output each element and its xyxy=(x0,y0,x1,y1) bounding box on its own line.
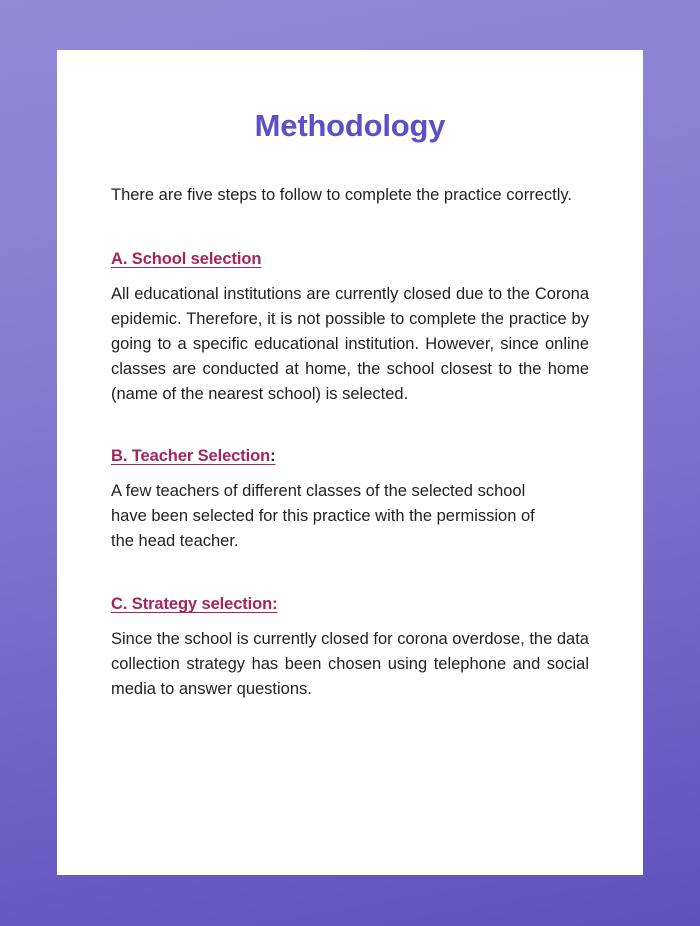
intro-paragraph: There are five steps to follow to complete the practice correctly. xyxy=(111,186,572,204)
document-page xyxy=(57,50,643,875)
section-heading-c xyxy=(111,595,589,614)
section-school-selection xyxy=(111,208,589,407)
section-body-b: A few teachers of different classes of the selected school have been selected for this practice with the permission of the head teacher. xyxy=(111,482,535,550)
section-heading-c-text: C. Strategy selection: xyxy=(111,595,278,613)
section-heading-b-colon: : xyxy=(270,447,276,465)
page-title: Methodology xyxy=(254,108,446,143)
section-teacher-selection xyxy=(111,407,589,554)
section-strategy-selection xyxy=(111,554,589,702)
page-content-area xyxy=(111,50,589,875)
section-heading-a-text: A. School selection xyxy=(111,250,262,268)
section-body-a: All educational institutions are currently closed due to the Corona epidemic. Therefore, it is not possible to complete the practice by going to a specific educational institution. However, since online classes are conducted at home, the school closest to the home (name of the nearest school) is selected. xyxy=(111,285,589,403)
section-heading-b-text: B. Teacher Selection xyxy=(111,447,271,465)
section-body-c: Since the school is currently closed for corona overdose, the data collection strategy has been chosen using telephone and social media to answer questions. xyxy=(111,630,589,698)
section-heading-a xyxy=(111,250,589,269)
section-heading-b xyxy=(111,447,589,466)
